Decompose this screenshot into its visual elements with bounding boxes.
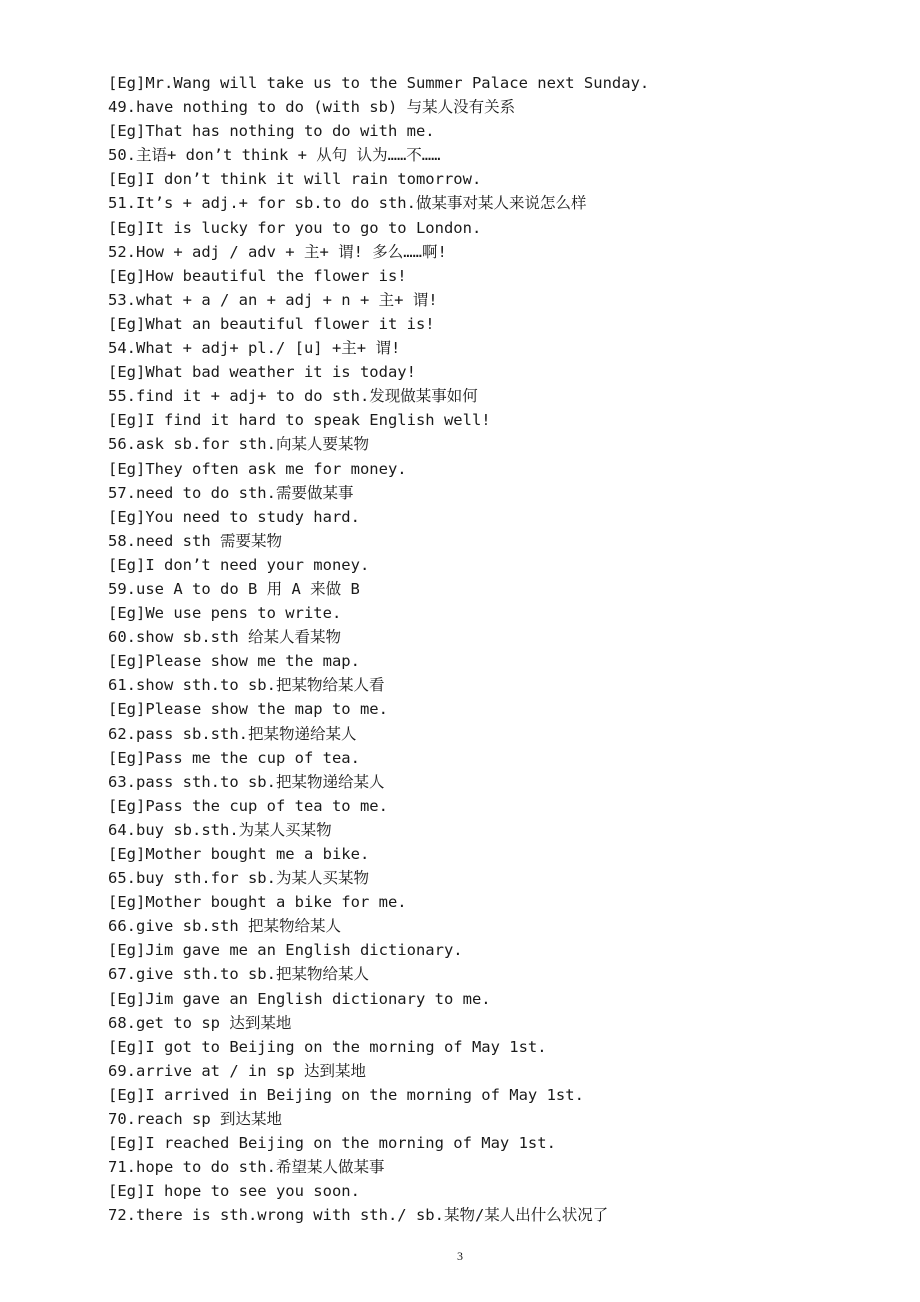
phrase-line: 72.there is sth.wrong with sth./ sb.某物/某人出什么状况了	[108, 1206, 609, 1225]
phrase-line: 54.What + adj+ pl./ [u] +主+ 谓!	[108, 339, 401, 358]
text-line: [Eg]Mr.Wang will take us to the Summer Palace next Sunday.	[108, 74, 650, 92]
example-line: [Eg]Mother bought a bike for me.	[108, 893, 407, 912]
phrase-line: 58.need sth 需要某物	[108, 531, 282, 550]
example-line: [Eg]I got to Beijing on the morning of May 1st.	[108, 1037, 547, 1056]
phrase-line: 56.ask sb.for sth.向某人要某物	[108, 435, 369, 454]
example-line: [Eg]What an beautiful flower it is!	[108, 314, 435, 333]
phrase-line: 71.hope to do sth.希望某人做某事	[108, 1158, 385, 1177]
phrase-line: 65.buy sth.for sb.为某人买某物	[108, 869, 369, 888]
phrase-line: 57.need to do sth.需要做某事	[108, 483, 354, 502]
example-line: [Eg]Jim gave an English dictionary to me.	[108, 989, 491, 1008]
example-line: [Eg]Pass the cup of tea to me.	[108, 796, 388, 815]
phrase-line: 60.show sb.sth 给某人看某物	[108, 628, 341, 647]
example-line: [Eg]Please show the map to me.	[108, 700, 388, 719]
example-line: [Eg]Jim gave me an English dictionary.	[108, 941, 463, 960]
example-line: [Eg]Please show me the map.	[108, 652, 360, 671]
example-line: [Eg]It is lucky for you to go to London.	[108, 218, 482, 237]
phrase-line: 68.get to sp 达到某地	[108, 1013, 292, 1032]
phrase-line: 53.what + a / an + adj + n + 主+ 谓!	[108, 290, 438, 309]
document-body	[108, 71, 868, 1228]
example-line: [Eg]How beautiful the flower is!	[108, 266, 407, 285]
phrase-line: 69.arrive at / in sp 达到某地	[108, 1061, 366, 1080]
example-line: [Eg]They often ask me for money.	[108, 459, 407, 478]
example-line: [Eg]Mother bought me a bike.	[108, 845, 370, 863]
example-line: [Eg]I reached Beijing on the morning of May 1st.	[108, 1134, 556, 1153]
phrase-line: 63.pass sth.to sb.把某物递给某人	[108, 772, 385, 791]
phrase-line: 51.It’s + adj.+ for sb.to do sth.做某事对某人来说怎么样	[108, 194, 587, 213]
phrase-line: 52.How + adj / adv + 主+ 谓! 多么……啊!	[108, 242, 447, 261]
example-line: [Eg]We use pens to write.	[108, 604, 342, 623]
phrase-line: 62.pass sb.sth.把某物递给某人	[108, 724, 357, 743]
example-line: [Eg]You need to study hard.	[108, 507, 360, 526]
example-line: [Eg]That has nothing to do with me.	[108, 122, 435, 141]
example-line: [Eg]Pass me the cup of tea.	[108, 748, 360, 767]
phrase-line: 70.reach sp 到达某地	[108, 1110, 282, 1129]
example-line: [Eg]What bad weather it is today!	[108, 363, 416, 382]
phrase-line: 59.use A to do B 用 A 来做 B	[108, 579, 360, 598]
phrase-line: 55.find it + adj+ to do sth.发现做某事如何	[108, 387, 478, 406]
phrase-line: 61.show sth.to sb.把某物给某人看	[108, 676, 385, 695]
phrase-line: 49.have nothing to do (with sb) 与某人没有关系	[108, 98, 516, 117]
phrase-line: 66.give sb.sth 把某物给某人	[108, 917, 341, 936]
phrase-line: 67.give sth.to sb.把某物给某人	[108, 965, 369, 984]
page-number: 3	[457, 1249, 463, 1263]
example-line: [Eg]I hope to see you soon.	[108, 1182, 360, 1201]
example-line: [Eg]I don’t need your money.	[108, 555, 370, 574]
example-line: [Eg]I don’t think it will rain tomorrow.	[108, 170, 482, 189]
example-line: [Eg]I arrived in Beijing on the morning of May 1st.	[108, 1085, 584, 1104]
example-line: [Eg]I find it hard to speak English well!	[108, 411, 491, 430]
phrase-line: 64.buy sb.sth.为某人买某物	[108, 820, 332, 839]
phrase-line: 50.主语+ don’t think + 从句 认为……不……	[108, 146, 441, 165]
